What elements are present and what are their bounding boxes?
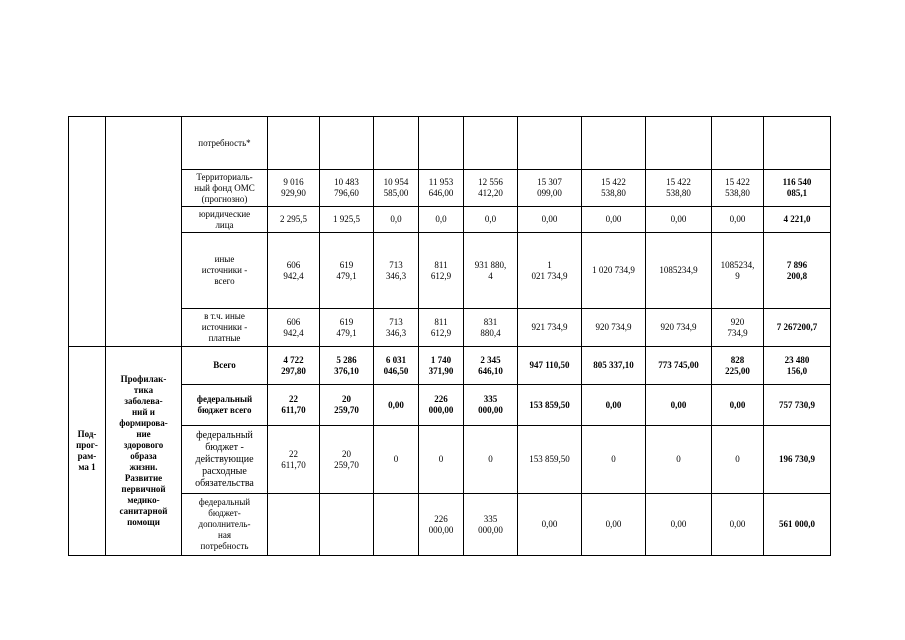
- value-cell: [419, 117, 464, 170]
- value-cell: 226 000,00: [419, 385, 464, 426]
- row-label: федеральный бюджет - действующие расходные обязательства: [182, 426, 268, 494]
- value-cell: 0,00: [712, 385, 764, 426]
- value-cell: 920 734,9: [582, 309, 646, 347]
- budget-table: [68, 116, 831, 556]
- total-cell: 561 000,0: [764, 494, 831, 556]
- total-cell: 757 730,9: [764, 385, 831, 426]
- total-cell: 7 896 200,8: [764, 233, 831, 309]
- value-cell: 2 295,5: [268, 207, 320, 233]
- empty-name-cell: [106, 117, 182, 347]
- value-cell: 10 954 585,00: [374, 170, 419, 207]
- value-cell: 1085234, 9: [712, 233, 764, 309]
- table-row: [69, 347, 831, 385]
- value-cell: 0,00: [646, 385, 712, 426]
- value-cell: 226 000,00: [419, 494, 464, 556]
- value-cell: 153 859,50: [518, 426, 582, 494]
- value-cell: 0,00: [582, 385, 646, 426]
- total-cell: [764, 117, 831, 170]
- value-cell: 0,00: [646, 494, 712, 556]
- value-cell: 805 337,10: [582, 347, 646, 385]
- value-cell: 12 556 412,20: [464, 170, 518, 207]
- table-row: [69, 207, 831, 233]
- table-row: [69, 309, 831, 347]
- value-cell: 5 286 376,10: [320, 347, 374, 385]
- value-cell: 0,00: [518, 494, 582, 556]
- value-cell: 0: [464, 426, 518, 494]
- value-cell: 920 734,9: [712, 309, 764, 347]
- value-cell: [320, 494, 374, 556]
- row-label: федеральный бюджет- дополнитель- ная потребность: [182, 494, 268, 556]
- subprogram-code: Под- прог- рам- ма 1: [69, 347, 106, 556]
- value-cell: 0: [419, 426, 464, 494]
- table-row: [69, 233, 831, 309]
- value-cell: 0: [646, 426, 712, 494]
- subprogram-name: Профилак- тика заболева- ний и формирова- ние здорового образа жизни. Развитие первичной медико- санитарной помощи: [106, 347, 182, 556]
- value-cell: 947 110,50: [518, 347, 582, 385]
- value-cell: 1 020 734,9: [582, 233, 646, 309]
- value-cell: 619 479,1: [320, 233, 374, 309]
- row-label: Всего: [182, 347, 268, 385]
- value-cell: 0,00: [646, 207, 712, 233]
- value-cell: 921 734,9: [518, 309, 582, 347]
- row-label: Территориаль- ный фонд ОМС (прогнозно): [182, 170, 268, 207]
- value-cell: [374, 494, 419, 556]
- table-row: [69, 170, 831, 207]
- value-cell: [582, 117, 646, 170]
- row-label: потребность*: [182, 117, 268, 170]
- table-row: [69, 385, 831, 426]
- value-cell: 22 611,70: [268, 385, 320, 426]
- value-cell: [646, 117, 712, 170]
- value-cell: 920 734,9: [646, 309, 712, 347]
- value-cell: 931 880, 4: [464, 233, 518, 309]
- value-cell: 0,00: [582, 494, 646, 556]
- value-cell: [518, 117, 582, 170]
- value-cell: 15 422 538,80: [646, 170, 712, 207]
- value-cell: 11 953 646,00: [419, 170, 464, 207]
- value-cell: 0,00: [712, 207, 764, 233]
- value-cell: 335 000,00: [464, 494, 518, 556]
- value-cell: 0,0: [464, 207, 518, 233]
- value-cell: 713 346,3: [374, 233, 419, 309]
- total-cell: 196 730,9: [764, 426, 831, 494]
- value-cell: 15 422 538,80: [712, 170, 764, 207]
- value-cell: [464, 117, 518, 170]
- value-cell: 606 942,4: [268, 233, 320, 309]
- value-cell: [268, 494, 320, 556]
- value-cell: 606 942,4: [268, 309, 320, 347]
- table-row: [69, 117, 831, 170]
- value-cell: 0: [582, 426, 646, 494]
- value-cell: 0,00: [582, 207, 646, 233]
- value-cell: 20 259,70: [320, 385, 374, 426]
- value-cell: 0,0: [374, 207, 419, 233]
- row-label: иные источники - всего: [182, 233, 268, 309]
- value-cell: 335 000,00: [464, 385, 518, 426]
- total-cell: 7 267200,7: [764, 309, 831, 347]
- row-label: юридические лица: [182, 207, 268, 233]
- value-cell: 1 925,5: [320, 207, 374, 233]
- value-cell: 811 612,9: [419, 233, 464, 309]
- row-label: в т.ч. иные источники - платные: [182, 309, 268, 347]
- value-cell: 0,00: [518, 207, 582, 233]
- value-cell: 6 031 046,50: [374, 347, 419, 385]
- value-cell: 831 880,4: [464, 309, 518, 347]
- value-cell: 22 611,70: [268, 426, 320, 494]
- value-cell: 15 422 538,80: [582, 170, 646, 207]
- value-cell: 1085234,9: [646, 233, 712, 309]
- value-cell: 153 859,50: [518, 385, 582, 426]
- row-label: федеральный бюджет всего: [182, 385, 268, 426]
- value-cell: 0: [712, 426, 764, 494]
- value-cell: 1 740 371,90: [419, 347, 464, 385]
- value-cell: 0,00: [712, 494, 764, 556]
- value-cell: [712, 117, 764, 170]
- value-cell: 9 016 929,90: [268, 170, 320, 207]
- total-cell: 116 540 085,1: [764, 170, 831, 207]
- total-cell: 23 480 156,0: [764, 347, 831, 385]
- value-cell: 713 346,3: [374, 309, 419, 347]
- value-cell: [268, 117, 320, 170]
- value-cell: [320, 117, 374, 170]
- value-cell: 15 307 099,00: [518, 170, 582, 207]
- value-cell: 619 479,1: [320, 309, 374, 347]
- table-row: [69, 494, 831, 556]
- value-cell: 0,0: [419, 207, 464, 233]
- value-cell: 773 745,00: [646, 347, 712, 385]
- total-cell: 4 221,0: [764, 207, 831, 233]
- value-cell: 20 259,70: [320, 426, 374, 494]
- value-cell: [374, 117, 419, 170]
- value-cell: 0,00: [374, 385, 419, 426]
- value-cell: 828 225,00: [712, 347, 764, 385]
- value-cell: 4 722 297,80: [268, 347, 320, 385]
- value-cell: 0: [374, 426, 419, 494]
- table-row: [69, 426, 831, 494]
- value-cell: 10 483 796,60: [320, 170, 374, 207]
- value-cell: 811 612,9: [419, 309, 464, 347]
- empty-code-cell: [69, 117, 106, 347]
- value-cell: 2 345 646,10: [464, 347, 518, 385]
- value-cell: 1 021 734,9: [518, 233, 582, 309]
